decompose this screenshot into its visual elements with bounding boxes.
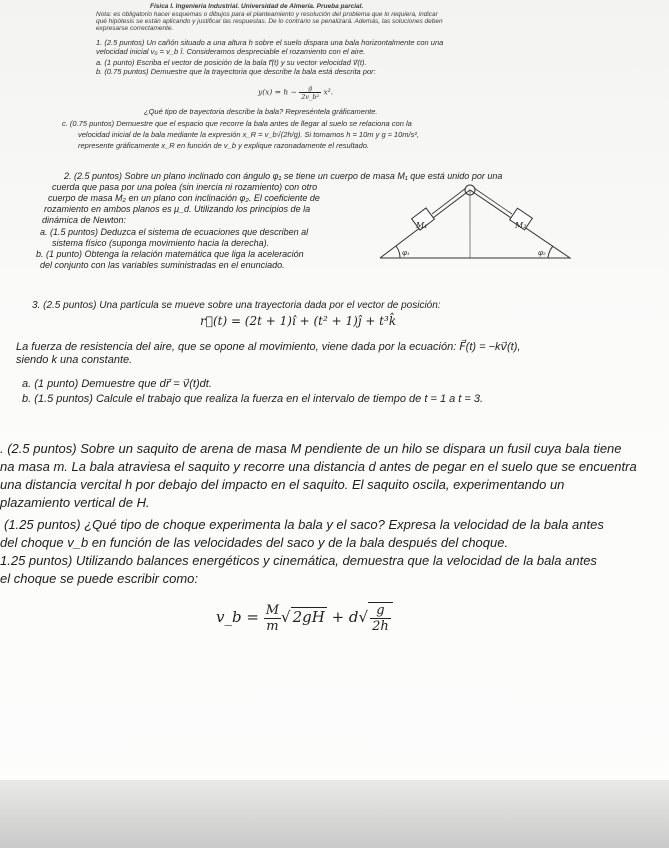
problem1-part-c-1: c. (0.75 puntos) Demuestre que el espacio que recorre la bala antes de llegar al suelo se relaciona con la <box>62 119 412 128</box>
problem3-position-equation: r⃗(t) = (2t + 1)î + (t² + 1)ĵ + t³k̂ <box>200 314 397 328</box>
bullet-eq-lhs: v_b = <box>216 608 259 626</box>
trajectory-eq-tail: x². <box>323 87 334 97</box>
problem4-part-b-1: 1.25 puntos) Utilizando balances energéticos y cinemática, demuestra que la velocidad de la bala antes <box>0 553 597 568</box>
problem4-part-a-1: (1.25 puntos) ¿Qué tipo de choque experimenta la bala y el saco? Expresa la velocidad de la bala antes <box>4 517 604 532</box>
problem4-line-3: una distancia vercital h por debajo del impacto en el saquito. El saquito oscila, experimentando un <box>0 477 565 492</box>
problem2-part-b-1: b. (1 punto) Obtenga la relación matemática que liga la aceleración <box>36 249 304 259</box>
problem4-line-1: . (2.5 puntos) Sobre un saquito de arena de masa M pendiente de un hilo se dispara un fusil cuya bala tiene <box>0 441 622 456</box>
angle-phi2-arc <box>548 246 553 258</box>
inclined-planes-figure <box>378 182 574 262</box>
label-m2: M₂ <box>515 221 527 230</box>
trajectory-eq-den: 2v_b² <box>301 93 320 101</box>
bullet-eq-mass-fraction <box>264 603 281 634</box>
bullet-eq-plus: + d <box>331 608 359 626</box>
problem1-part-a: a. (1 punto) Escriba el vector de posición de la bala r⃗(t) y su vector velocidad v⃗(t). <box>96 58 367 67</box>
angle-phi1-arc <box>396 246 400 258</box>
trajectory-eq-fraction <box>299 84 321 101</box>
problem2-line-2: cuerda que pasa por una polea (sin inercia ni rozamiento) con otro <box>52 182 318 192</box>
bullet-eq-num: M <box>265 602 280 618</box>
bullet-eq-sqrt1: 2gH <box>292 608 325 626</box>
bullet-eq-sqrt2-num: g <box>370 603 391 619</box>
problem2-line-5: dinámica de Newton: <box>42 215 127 225</box>
label-phi1: φ₁ <box>402 249 410 257</box>
header-note-line-1: Nota: es obligatorio hacer esquemas o dibujos para el planteamiento y resolución del problema que lo requiera, indicar <box>96 11 438 18</box>
header-note-line-3: expresarse correctamente. <box>96 25 174 32</box>
rope-right <box>474 188 512 214</box>
problem2-line-3: cuerpo de masa M₂ en un plano con inclinación φ₂. El coeficiente de <box>48 193 320 203</box>
header-note-line-2: qué hipótesis se están aplicando y justificar las respuestas. De lo contrario se penalizará. Además, las soluciones deben <box>96 18 443 25</box>
bullet-velocity-equation: v_b = $\frac{M}{m}$ √ 2gH + d√ $\frac{g}{2h}$ <box>216 602 393 634</box>
problem2-part-a-1: a. (1.5 puntos) Deduzca el sistema de ecuaciones que describen al <box>40 227 309 237</box>
sheet-bottom-shadow <box>0 780 669 848</box>
problem1-part-c-3: represente gráficamente x_R en función de v_b y explique razonadamente el resultado. <box>78 141 370 150</box>
problem1-intro-2: velocidad inicial v₀ = v_b î. Consideramos despreciable el rozamiento con el aire. <box>96 47 366 56</box>
trajectory-eq-lhs: y(x) = h − <box>258 87 297 97</box>
problem3-line-2: La fuerza de resistencia del aire, que se opone al movimiento, viene dada por la ecuación: F⃗(t) = −kv⃗(t), <box>16 341 521 353</box>
problem1-part-c-2: velocidad inicial de la bala mediante la expresión x_R = v_b√(2h/g). Si tomamos h = 10m y g ≈ 10m/s², <box>78 130 419 139</box>
bullet-eq-den: m <box>266 618 279 634</box>
problem1-intro-1: 1. (2.5 puntos) Un cañón situado a una altura h sobre el suelo dispara una bala horizontalmente con una <box>96 38 444 47</box>
problem3-part-a: a. (1 punto) Demuestre que dr⃗ = v⃗(t)dt. <box>22 378 212 390</box>
problem4-part-a-2: del choque v_b en función de las velocidades del saco y de la bala después del choque. <box>0 535 509 550</box>
problem2-part-b-2: del conjunto con las variables suministradas en el enunciado. <box>40 260 285 270</box>
incline-outline <box>380 190 570 258</box>
label-phi2: φ₂ <box>538 249 546 257</box>
rope-left <box>432 188 466 214</box>
problem3-line-1: 3. (2.5 puntos) Una partícula se mueve sobre una trayectoria dada por el vector de posición: <box>32 300 441 311</box>
problem1-part-b: b. (0.75 puntos) Demuestre que la trayectoria que describe la bala está descrita por: <box>96 67 376 76</box>
problem4-line-4: plazamiento vertical de H. <box>0 495 150 510</box>
problem1-question: ¿Qué tipo de trayectoria describe la bala? Represéntela gráficamente. <box>144 107 378 116</box>
problem4-line-2: na masa m. La bala atraviesa el saquito y recorre una distancia d antes de pegar en el suelo que se encuentra <box>0 459 637 474</box>
problem3-line-3: siendo k una constante. <box>16 354 133 366</box>
trajectory-eq-num: g <box>299 84 321 93</box>
problem3-part-b: b. (1.5 puntos) Calcule el trabajo que realiza la fuerza en el intervalo de tiempo de t = 1 a t = 3. <box>22 393 484 405</box>
problem2-line-4: rozamiento en ambos planos es μ_d. Utilizando los principios de la <box>44 204 311 214</box>
bullet-eq-sqrt2-den: 2h <box>372 619 389 634</box>
bullet-eq-sqrt2-fraction <box>368 602 393 634</box>
label-m1: M₁ <box>416 221 428 230</box>
problem2-line-1: 2. (2.5 puntos) Sobre un plano inclinado con ángulo φ₁ se tiene un cuerpo de masa M₁ que está unido por una <box>64 171 503 181</box>
problem4-part-b-2: el choque se puede escribir como: <box>0 571 199 586</box>
trajectory-equation <box>258 84 333 101</box>
problem2-part-a-2: sistema físico (suponga movimiento hacia la derecha). <box>52 238 270 248</box>
exam-title: Física I. Ingeniería Industrial. Universidad de Almería. Prueba parcial. <box>150 3 364 10</box>
